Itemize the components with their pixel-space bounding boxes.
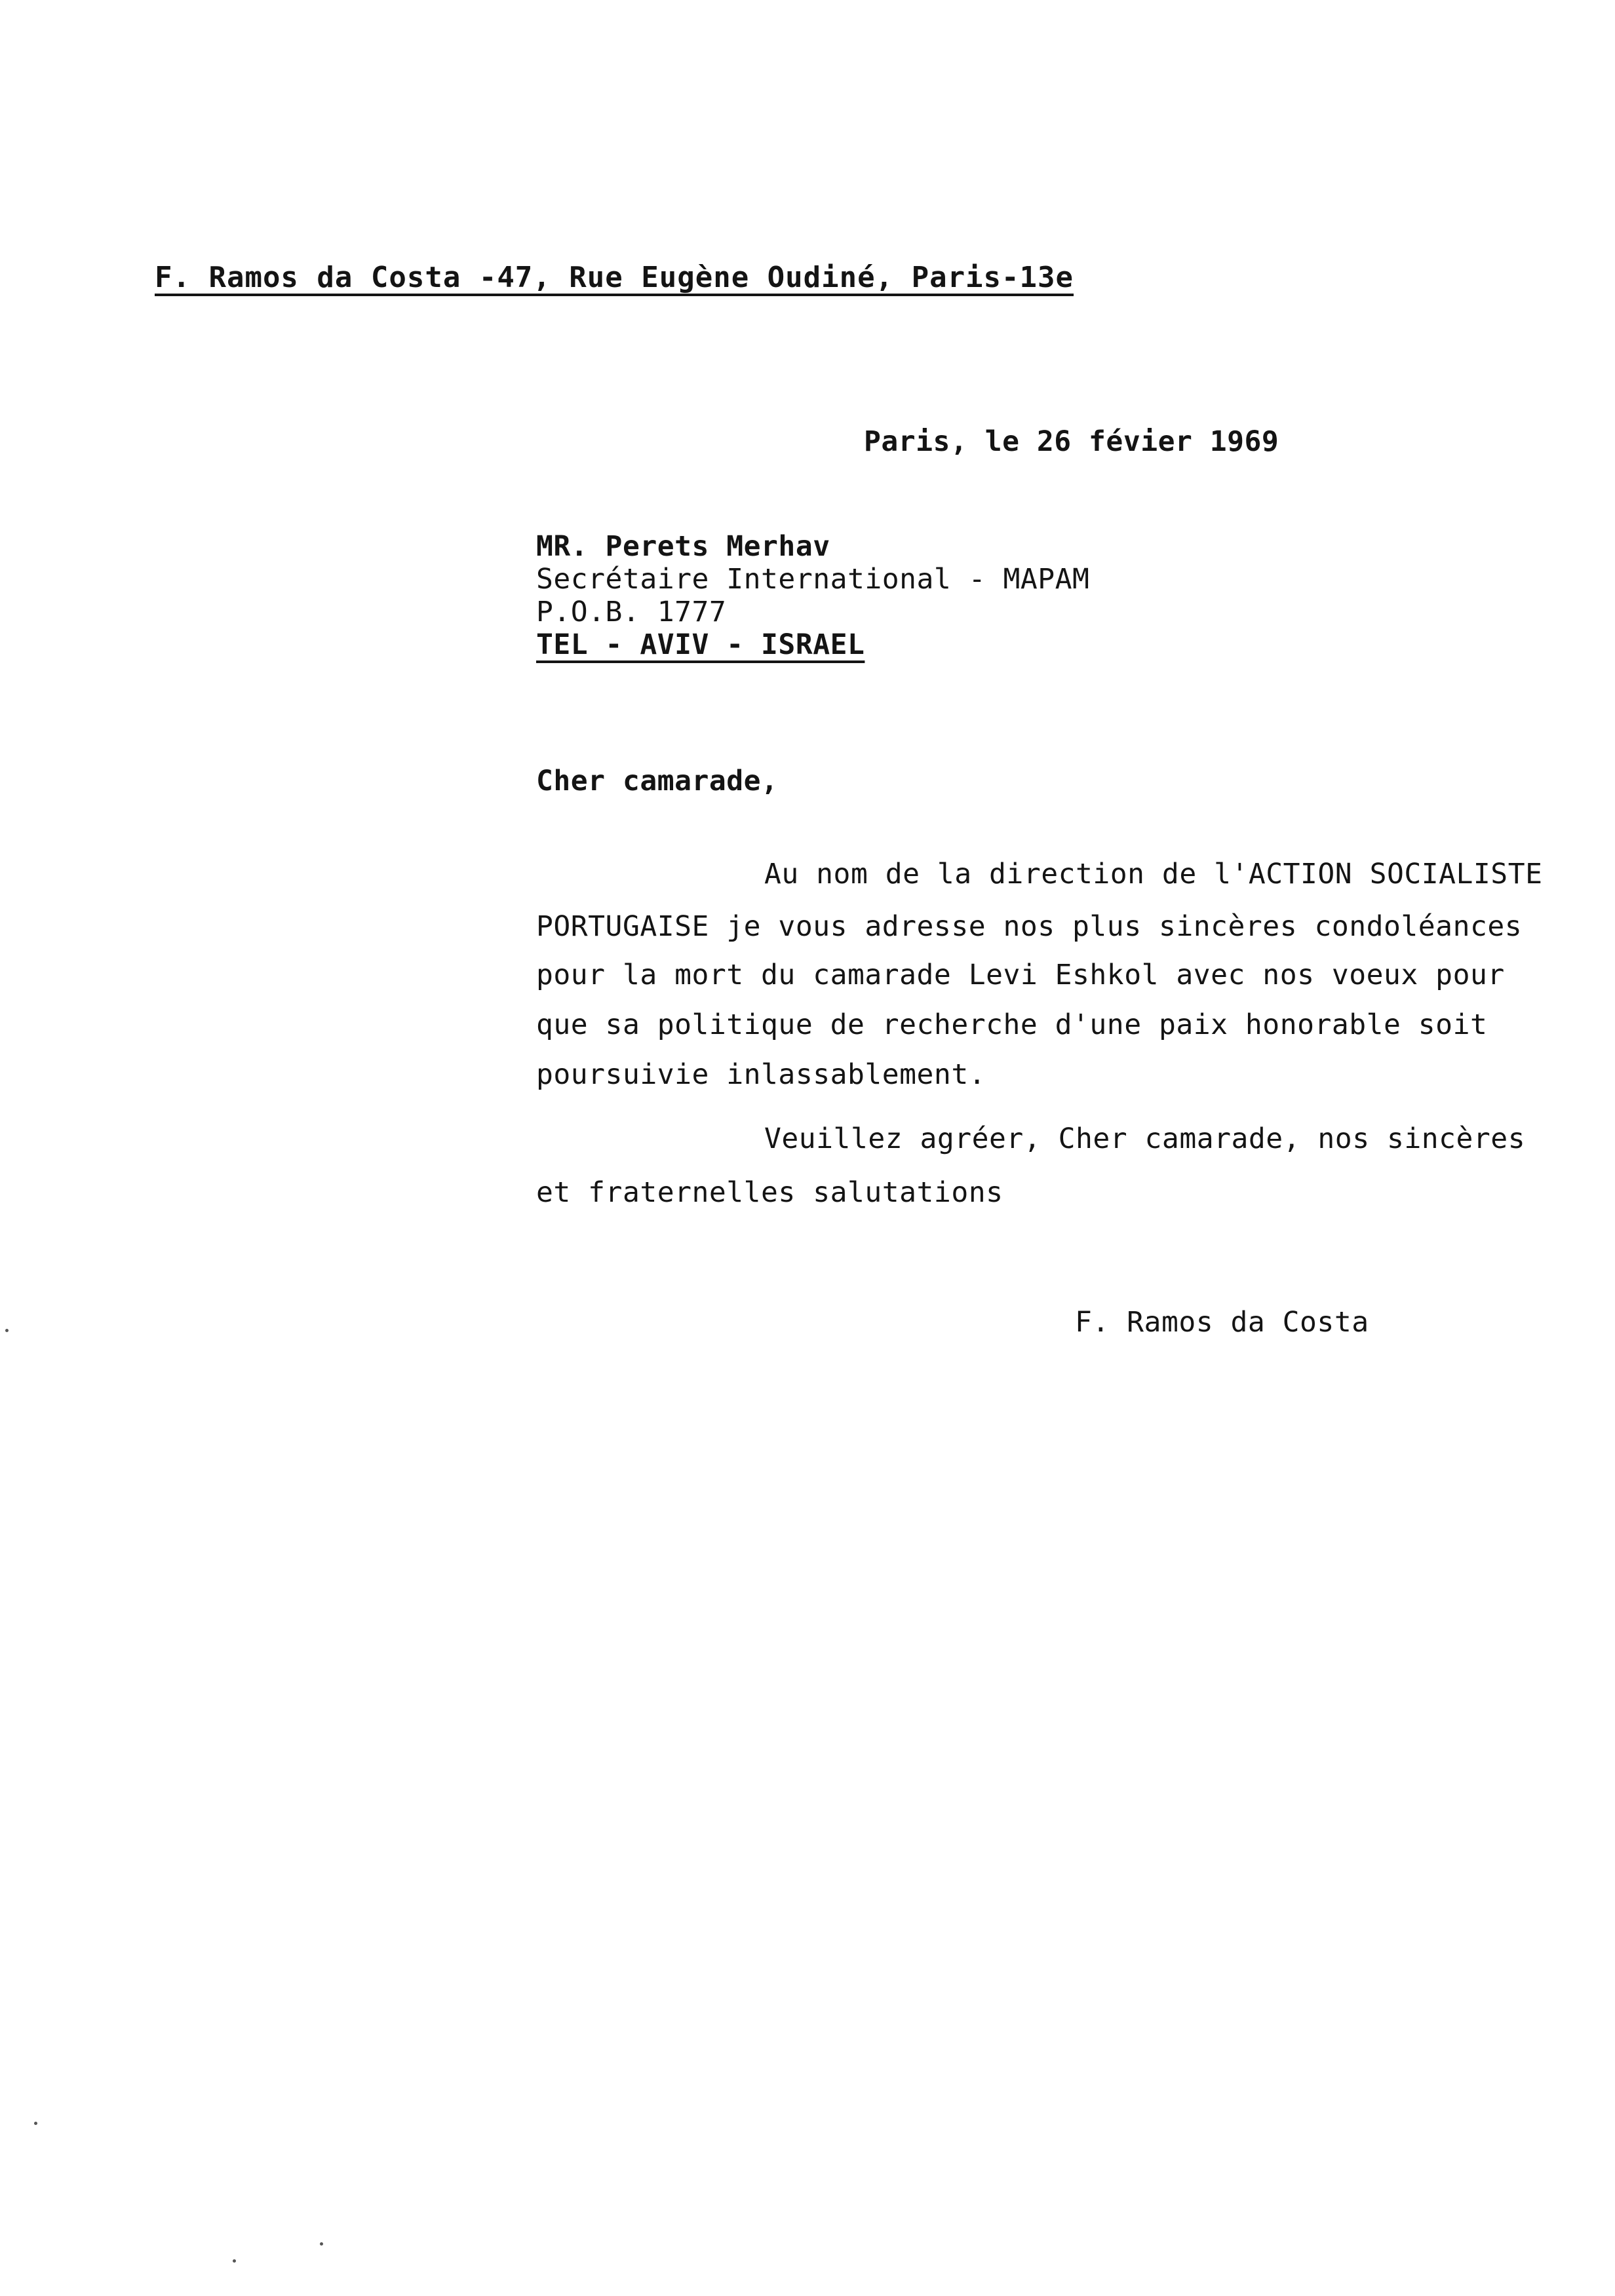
scan-speck — [320, 2242, 323, 2246]
body-line: Au nom de la direction de l'ACTION SOCIALISTE — [764, 858, 1543, 890]
recipient-name: MR. Perets Merhav — [536, 530, 830, 563]
letter-date: Paris, le 26 févier 1969 — [864, 425, 1279, 458]
body-line: et fraternelles salutations — [536, 1176, 1003, 1209]
recipient-title: Secrétaire International - MAPAM — [536, 563, 1090, 596]
scan-speck — [5, 1329, 9, 1332]
scan-speck — [233, 2259, 236, 2263]
body-line: Veuillez agréer, Cher camarade, nos sincères — [764, 1122, 1526, 1155]
body-line: poursuivie inlassablement. — [536, 1058, 986, 1091]
recipient-city: TEL - AVIV - ISRAEL — [536, 628, 865, 661]
body-line: que sa politique de recherche d'une paix honorable soit — [536, 1008, 1488, 1041]
scan-speck — [34, 2122, 37, 2125]
body-line: PORTUGAISE je vous adresse nos plus sincères condoléances — [536, 910, 1523, 943]
recipient-po-box: P.O.B. 1777 — [536, 596, 727, 628]
signature: F. Ramos da Costa — [1075, 1306, 1369, 1339]
salutation: Cher camarade, — [536, 765, 779, 797]
sender-address-line: F. Ramos da Costa -47, Rue Eugène Oudiné, Paris-13e — [155, 261, 1074, 294]
body-line: pour la mort du camarade Levi Eshkol avec nos voeux pour — [536, 959, 1505, 991]
